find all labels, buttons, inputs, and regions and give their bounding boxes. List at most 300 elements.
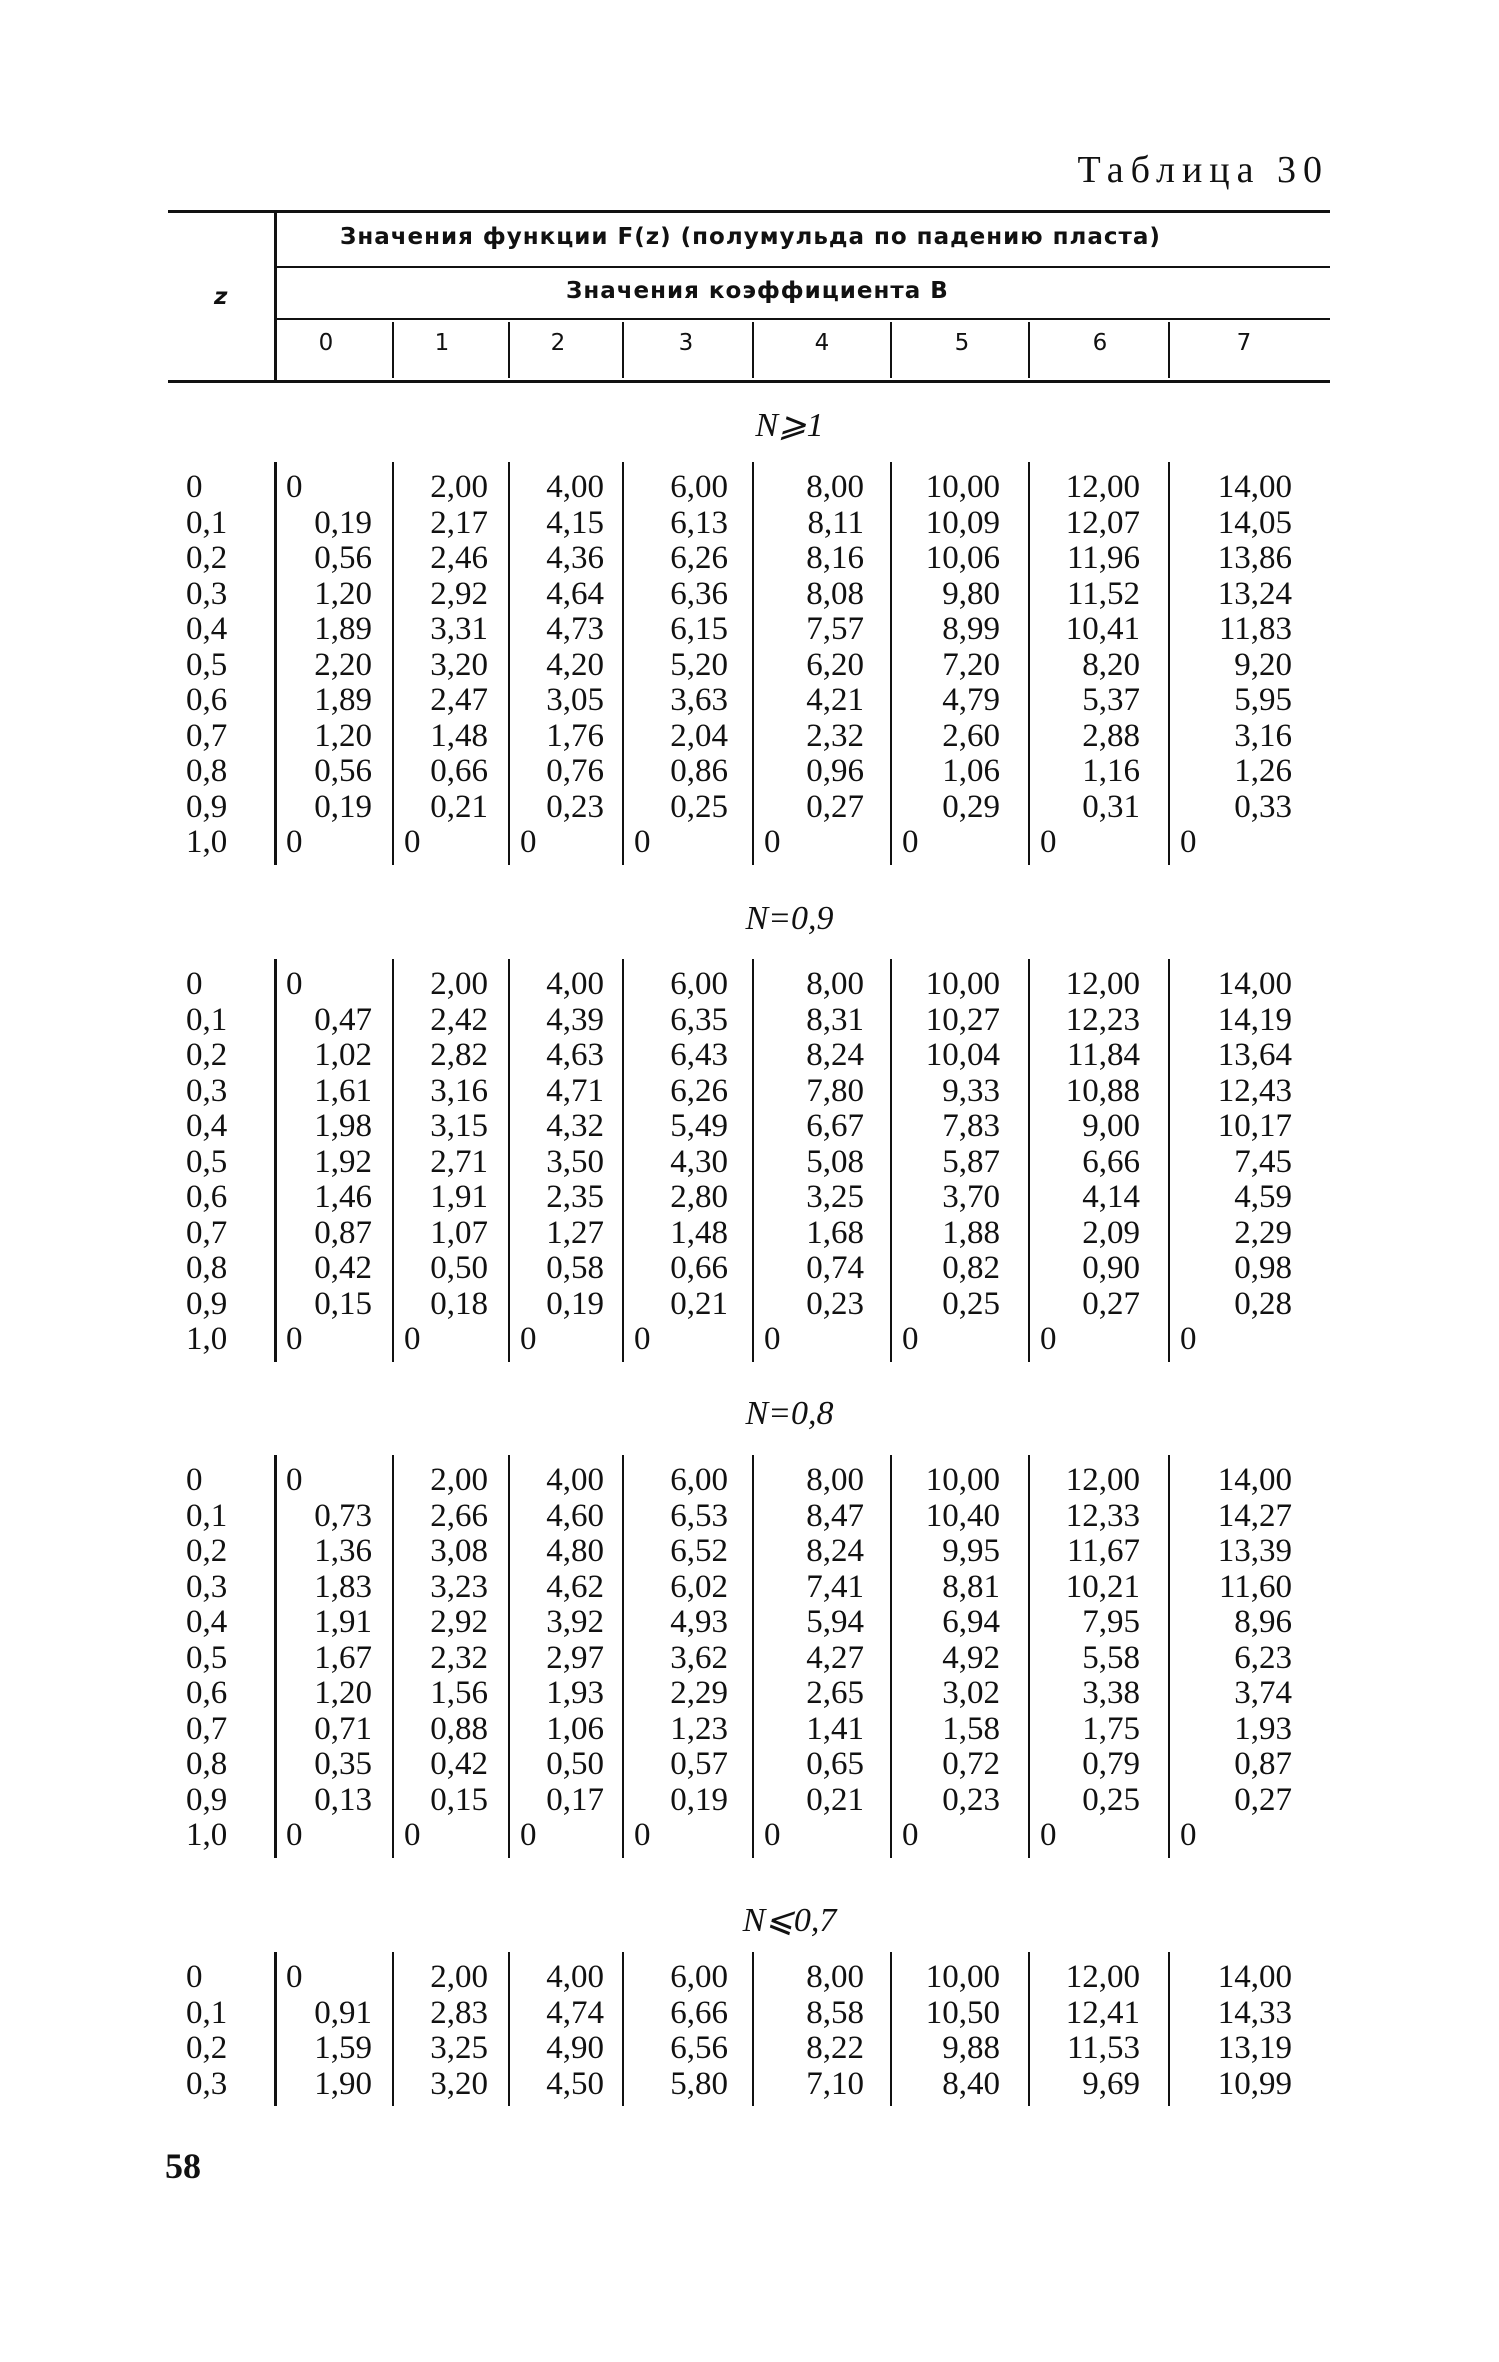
function-value: 12,00: [1065, 966, 1140, 1002]
function-value: 0,15: [430, 1781, 488, 1818]
header-column-divider: [622, 322, 624, 378]
table-row: [0, 1605, 1499, 1641]
table-row: [0, 825, 1499, 861]
z-column-header: z: [214, 284, 229, 310]
function-value: 0,15: [314, 1285, 372, 1322]
function-value: 2,20: [314, 646, 372, 683]
function-value: 5,37: [1082, 682, 1140, 718]
function-value: 0: [1040, 824, 1057, 860]
z-value: 0,3: [186, 575, 228, 612]
function-value: 8,11: [807, 504, 864, 541]
function-value: 0,17: [546, 1781, 604, 1818]
header-column-divider: [1168, 322, 1170, 378]
function-value: 0,25: [1082, 1781, 1140, 1818]
function-value: 6,94: [942, 1604, 1000, 1640]
function-value: 0: [634, 824, 651, 860]
function-value: 14,00: [1217, 469, 1292, 505]
coefficient-column-number: 6: [1092, 330, 1108, 356]
table-row: [0, 1570, 1499, 1606]
coefficient-column-number: 7: [1236, 330, 1252, 356]
z-value: 0,8: [186, 753, 228, 789]
function-value: 0,76: [546, 753, 604, 789]
function-value: 8,16: [806, 540, 864, 576]
coefficient-column-number: 3: [678, 330, 694, 356]
function-value: 14,27: [1217, 1497, 1292, 1534]
function-value: 0: [286, 966, 303, 1002]
function-value: 6,26: [670, 1072, 728, 1109]
function-value: 1,59: [314, 2030, 372, 2066]
function-value: 1,20: [314, 1675, 372, 1711]
function-value: 10,00: [925, 1462, 1000, 1498]
z-value: 0,3: [186, 1072, 228, 1109]
function-value: 0,29: [942, 788, 1000, 825]
function-value: 0,31: [1082, 788, 1140, 825]
function-value: 2,04: [670, 717, 728, 754]
z-value: 0,8: [186, 1250, 228, 1286]
function-value: 0,91: [314, 1994, 372, 2031]
function-value: 7,80: [806, 1072, 864, 1109]
function-value: 13,64: [1217, 1037, 1292, 1073]
function-value: 2,42: [430, 1001, 488, 1038]
function-value: 0,71: [314, 1710, 372, 1747]
header-bottom-rule: [168, 380, 1330, 383]
z-value: 0,1: [186, 1001, 228, 1038]
function-value: 0: [902, 1817, 919, 1853]
table-row: [0, 577, 1499, 613]
page-number: 58: [165, 2146, 201, 2186]
function-value: 0,58: [546, 1250, 604, 1286]
function-value: 0,87: [1234, 1746, 1292, 1782]
function-value: 7,83: [942, 1108, 1000, 1144]
function-value: 4,73: [546, 611, 604, 647]
table-row: [0, 612, 1499, 648]
function-value: 1,16: [1082, 753, 1140, 789]
function-value: 2,71: [430, 1143, 488, 1180]
function-value: 6,52: [670, 1533, 728, 1569]
function-value: 2,47: [430, 682, 488, 718]
function-value: 6,56: [670, 2030, 728, 2066]
function-value: 0: [1040, 1817, 1057, 1853]
function-value: 8,00: [806, 966, 864, 1002]
function-value: 9,33: [942, 1072, 1000, 1109]
function-value: 0,98: [1234, 1250, 1292, 1286]
function-value: 5,95: [1234, 682, 1292, 718]
function-value: 0,35: [314, 1746, 372, 1782]
function-value: 5,87: [942, 1143, 1000, 1180]
function-value: 5,80: [670, 2065, 728, 2102]
function-value: 1,48: [670, 1214, 728, 1251]
coefficient-column-number: 0: [318, 330, 334, 356]
function-value: 0: [286, 1462, 303, 1498]
table-row: [0, 1712, 1499, 1748]
function-value: 1,56: [430, 1675, 488, 1711]
function-value: 7,20: [942, 646, 1000, 683]
function-value: 6,36: [670, 575, 728, 612]
function-value: 6,35: [670, 1001, 728, 1038]
function-value: 1,41: [806, 1710, 864, 1747]
function-value: 8,31: [806, 1001, 864, 1038]
z-value: 0,2: [186, 1037, 228, 1073]
section-title: N⩾1: [755, 407, 824, 444]
function-value: 0,56: [314, 753, 372, 789]
function-value: 10,00: [925, 469, 1000, 505]
function-value: 3,15: [430, 1108, 488, 1144]
function-value: 0,66: [430, 753, 488, 789]
function-value: 6,53: [670, 1497, 728, 1534]
function-value: 8,24: [806, 1533, 864, 1569]
table-row: [0, 1145, 1499, 1181]
function-value: 3,02: [942, 1675, 1000, 1711]
function-value: 9,69: [1082, 2065, 1140, 2102]
function-value: 3,16: [430, 1072, 488, 1109]
function-value: 0: [286, 1321, 303, 1357]
function-value: 6,00: [670, 1462, 728, 1498]
function-value: 9,80: [942, 575, 1000, 612]
function-value: 4,64: [546, 575, 604, 612]
function-value: 14,19: [1217, 1001, 1292, 1038]
function-value: 4,62: [546, 1568, 604, 1605]
function-value: 0,21: [430, 788, 488, 825]
table-row: [0, 1322, 1499, 1358]
table-row: [0, 1783, 1499, 1819]
function-value: 7,41: [806, 1568, 864, 1605]
table-row: [0, 1534, 1499, 1570]
function-value: 3,92: [546, 1604, 604, 1640]
function-value: 11,96: [1066, 540, 1140, 576]
function-value: 11,83: [1218, 611, 1292, 647]
z-value: 0,6: [186, 1675, 228, 1711]
function-value: 13,39: [1217, 1533, 1292, 1569]
function-value: 6,20: [806, 646, 864, 683]
function-value: 0,56: [314, 540, 372, 576]
function-value: 0,25: [942, 1285, 1000, 1322]
function-value: 0,74: [806, 1250, 864, 1286]
function-value: 8,96: [1234, 1604, 1292, 1640]
function-value: 7,10: [806, 2065, 864, 2102]
table-row: [0, 967, 1499, 1003]
function-value: 2,00: [430, 469, 488, 505]
function-value: 2,65: [806, 1675, 864, 1711]
function-value: 1,02: [314, 1037, 372, 1073]
function-value: 0,86: [670, 753, 728, 789]
function-value: 14,00: [1217, 1959, 1292, 1995]
function-value: 0,21: [806, 1781, 864, 1818]
function-value: 2,82: [430, 1037, 488, 1073]
table-row: [0, 1996, 1499, 2032]
function-value: 13,24: [1217, 575, 1292, 612]
header-z-divider: [274, 212, 277, 380]
table-row: [0, 790, 1499, 826]
function-value: 4,27: [806, 1639, 864, 1676]
function-value: 8,40: [942, 2065, 1000, 2102]
function-value: 5,94: [806, 1604, 864, 1640]
function-value: 4,39: [546, 1001, 604, 1038]
z-value: 0,1: [186, 504, 228, 541]
function-value: 3,38: [1082, 1675, 1140, 1711]
table-row: [0, 1216, 1499, 1252]
table-row: [0, 1641, 1499, 1677]
function-value: 10,21: [1065, 1568, 1140, 1605]
function-value: 2,00: [430, 1462, 488, 1498]
function-value: 3,25: [806, 1179, 864, 1215]
function-value: 8,00: [806, 469, 864, 505]
header-sub-rule: [276, 318, 1330, 320]
function-value: 1,26: [1234, 753, 1292, 789]
function-value: 8,58: [806, 1994, 864, 2031]
z-value: 0,2: [186, 2030, 228, 2066]
function-value: 6,00: [670, 469, 728, 505]
z-value: 0,3: [186, 1568, 228, 1605]
function-value: 0,73: [314, 1497, 372, 1534]
function-value: 2,83: [430, 1994, 488, 2031]
function-value: 10,99: [1217, 2065, 1292, 2102]
function-value: 0,13: [314, 1781, 372, 1818]
function-value: 11,52: [1066, 575, 1140, 612]
z-value: 0,5: [186, 1143, 228, 1180]
function-value: 3,16: [1234, 717, 1292, 754]
function-value: 7,95: [1082, 1604, 1140, 1640]
function-value: 0: [1180, 1321, 1197, 1357]
function-value: 8,00: [806, 1462, 864, 1498]
function-value: 10,06: [925, 540, 1000, 576]
function-value: 0,23: [806, 1285, 864, 1322]
function-value: 1,93: [1234, 1710, 1292, 1747]
function-value: 1,67: [314, 1639, 372, 1676]
function-value: 5,20: [670, 646, 728, 683]
table-row: [0, 754, 1499, 790]
function-value: 11,84: [1066, 1037, 1140, 1073]
function-value: 0: [1040, 1321, 1057, 1357]
function-value: 1,90: [314, 2065, 372, 2102]
function-value: 4,32: [546, 1108, 604, 1144]
section-title: N=0,9: [745, 900, 834, 937]
function-value: 0,66: [670, 1250, 728, 1286]
function-value: 8,08: [806, 575, 864, 612]
function-value: 1,98: [314, 1108, 372, 1144]
function-value: 6,13: [670, 504, 728, 541]
function-value: 2,09: [1082, 1214, 1140, 1251]
function-value: 4,74: [546, 1994, 604, 2031]
function-value: 2,17: [430, 504, 488, 541]
function-value: 2,29: [670, 1675, 728, 1711]
function-value: 11,67: [1066, 1533, 1140, 1569]
table-row: [0, 719, 1499, 755]
header-column-divider: [392, 322, 394, 378]
z-value: 0,2: [186, 540, 228, 576]
table-row: [0, 1960, 1499, 1996]
function-value: 2,35: [546, 1179, 604, 1215]
function-value: 0,82: [942, 1250, 1000, 1286]
function-value: 6,00: [670, 1959, 728, 1995]
z-value: 0,9: [186, 788, 228, 825]
function-value: 8,22: [806, 2030, 864, 2066]
function-value: 2,97: [546, 1639, 604, 1676]
z-value: 1,0: [186, 1321, 228, 1357]
function-value: 2,46: [430, 540, 488, 576]
z-value: 1,0: [186, 1817, 228, 1853]
function-value: 8,24: [806, 1037, 864, 1073]
function-value: 0,88: [430, 1710, 488, 1747]
function-value: 2,00: [430, 966, 488, 1002]
function-value: 10,17: [1217, 1108, 1292, 1144]
function-value: 3,31: [430, 611, 488, 647]
function-value: 12,41: [1065, 1994, 1140, 2031]
function-value: 0,19: [546, 1285, 604, 1322]
function-value: 10,40: [925, 1497, 1000, 1534]
function-value: 14,00: [1217, 966, 1292, 1002]
function-value: 12,07: [1065, 504, 1140, 541]
section-title: N=0,8: [745, 1395, 834, 1432]
function-value: 2,29: [1234, 1214, 1292, 1251]
table-row: [0, 2067, 1499, 2103]
function-value: 3,20: [430, 2065, 488, 2102]
table-row: [0, 1499, 1499, 1535]
coefficient-column-number: 4: [814, 330, 830, 356]
header-mid-rule: [276, 266, 1330, 268]
function-value: 0,42: [430, 1746, 488, 1782]
function-value: 10,00: [925, 1959, 1000, 1995]
function-value: 0: [1180, 1817, 1197, 1853]
z-value: 0,4: [186, 1108, 228, 1144]
function-value: 1,88: [942, 1214, 1000, 1251]
table-row: [0, 648, 1499, 684]
function-value: 0,42: [314, 1250, 372, 1286]
function-value: 10,88: [1065, 1072, 1140, 1109]
function-value: 1,23: [670, 1710, 728, 1747]
section-title: N⩽0,7: [742, 1902, 837, 1939]
function-value: 2,80: [670, 1179, 728, 1215]
function-value: 4,00: [546, 1462, 604, 1498]
function-value: 0,90: [1082, 1250, 1140, 1286]
function-value: 13,19: [1217, 2030, 1292, 2066]
function-value: 4,21: [806, 682, 864, 718]
function-value: 1,61: [314, 1072, 372, 1109]
function-value: 1,07: [430, 1214, 488, 1251]
table-row: [0, 1038, 1499, 1074]
function-value: 0: [520, 824, 537, 860]
function-value: 0: [902, 1321, 919, 1357]
function-value: 0,33: [1234, 788, 1292, 825]
function-value: 1,20: [314, 575, 372, 612]
function-value: 11,60: [1218, 1568, 1292, 1605]
z-value: 0,6: [186, 1179, 228, 1215]
function-value: 3,05: [546, 682, 604, 718]
function-value: 7,45: [1234, 1143, 1292, 1180]
function-value: 1,83: [314, 1568, 372, 1605]
function-value: 1,76: [546, 717, 604, 754]
table-row: [0, 1287, 1499, 1323]
z-value: 0,1: [186, 1994, 228, 2031]
function-value: 0,18: [430, 1285, 488, 1322]
function-value: 0,21: [670, 1285, 728, 1322]
function-value: 10,09: [925, 504, 1000, 541]
function-value: 14,33: [1217, 1994, 1292, 2031]
function-value: 1,91: [430, 1179, 488, 1215]
function-value: 2,00: [430, 1959, 488, 1995]
z-value: 0,5: [186, 646, 228, 683]
function-value: 6,26: [670, 540, 728, 576]
function-value: 10,04: [925, 1037, 1000, 1073]
table-row: [0, 1003, 1499, 1039]
function-value: 0,23: [942, 1781, 1000, 1818]
function-value: 1,91: [314, 1604, 372, 1640]
function-value: 0,50: [546, 1746, 604, 1782]
function-value: 8,81: [942, 1568, 1000, 1605]
function-value: 6,00: [670, 966, 728, 1002]
function-value: 4,00: [546, 469, 604, 505]
function-value: 4,00: [546, 1959, 604, 1995]
z-value: 0,4: [186, 611, 228, 647]
function-value: 8,99: [942, 611, 1000, 647]
table-row: [0, 2031, 1499, 2067]
function-value: 0,47: [314, 1001, 372, 1038]
function-value: 1,89: [314, 611, 372, 647]
function-value: 2,88: [1082, 717, 1140, 754]
function-value: 13,86: [1217, 540, 1292, 576]
function-value: 0: [404, 824, 421, 860]
function-value: 0: [520, 1321, 537, 1357]
function-value: 0,79: [1082, 1746, 1140, 1782]
function-value: 0: [286, 1817, 303, 1853]
function-value: 6,23: [1234, 1639, 1292, 1676]
z-value: 0: [186, 1959, 203, 1995]
function-value: 1,20: [314, 717, 372, 754]
z-value: 0,7: [186, 1710, 228, 1747]
function-value: 10,27: [925, 1001, 1000, 1038]
function-value: 6,15: [670, 611, 728, 647]
function-value: 0,72: [942, 1746, 1000, 1782]
z-value: 0,4: [186, 1604, 228, 1640]
function-value: 12,23: [1065, 1001, 1140, 1038]
header-column-divider: [752, 322, 754, 378]
function-value: 9,20: [1234, 646, 1292, 683]
function-value: 0: [404, 1321, 421, 1357]
function-value: 0: [764, 1321, 781, 1357]
function-value: 4,80: [546, 1533, 604, 1569]
function-value: 1,75: [1082, 1710, 1140, 1747]
function-value: 10,41: [1065, 611, 1140, 647]
function-value: 0: [902, 824, 919, 860]
function-value: 5,49: [670, 1108, 728, 1144]
function-value: 4,50: [546, 2065, 604, 2102]
function-value: 0: [404, 1817, 421, 1853]
function-value: 4,63: [546, 1037, 604, 1073]
z-value: 0: [186, 1462, 203, 1498]
function-value: 0: [634, 1817, 651, 1853]
function-value: 12,33: [1065, 1497, 1140, 1534]
function-value: 4,92: [942, 1639, 1000, 1676]
function-value: 0,19: [314, 788, 372, 825]
function-value: 0: [1180, 824, 1197, 860]
function-value: 6,67: [806, 1108, 864, 1144]
function-value: 4,15: [546, 504, 604, 541]
function-value: 10,50: [925, 1994, 1000, 2031]
function-value: 3,62: [670, 1639, 728, 1676]
function-value: 1,46: [314, 1179, 372, 1215]
function-values-header: Значения функции F(z) (полумульда по падению пласта): [340, 224, 1161, 250]
function-value: 1,93: [546, 1675, 604, 1711]
function-value: 0,27: [1082, 1285, 1140, 1322]
header-column-divider: [508, 322, 510, 378]
function-value: 4,93: [670, 1604, 728, 1640]
function-value: 4,30: [670, 1143, 728, 1180]
function-value: 3,63: [670, 682, 728, 718]
z-value: 0,9: [186, 1781, 228, 1818]
function-value: 2,32: [806, 717, 864, 754]
z-value: 0,3: [186, 2065, 228, 2102]
function-value: 4,20: [546, 646, 604, 683]
table-row: [0, 1180, 1499, 1216]
